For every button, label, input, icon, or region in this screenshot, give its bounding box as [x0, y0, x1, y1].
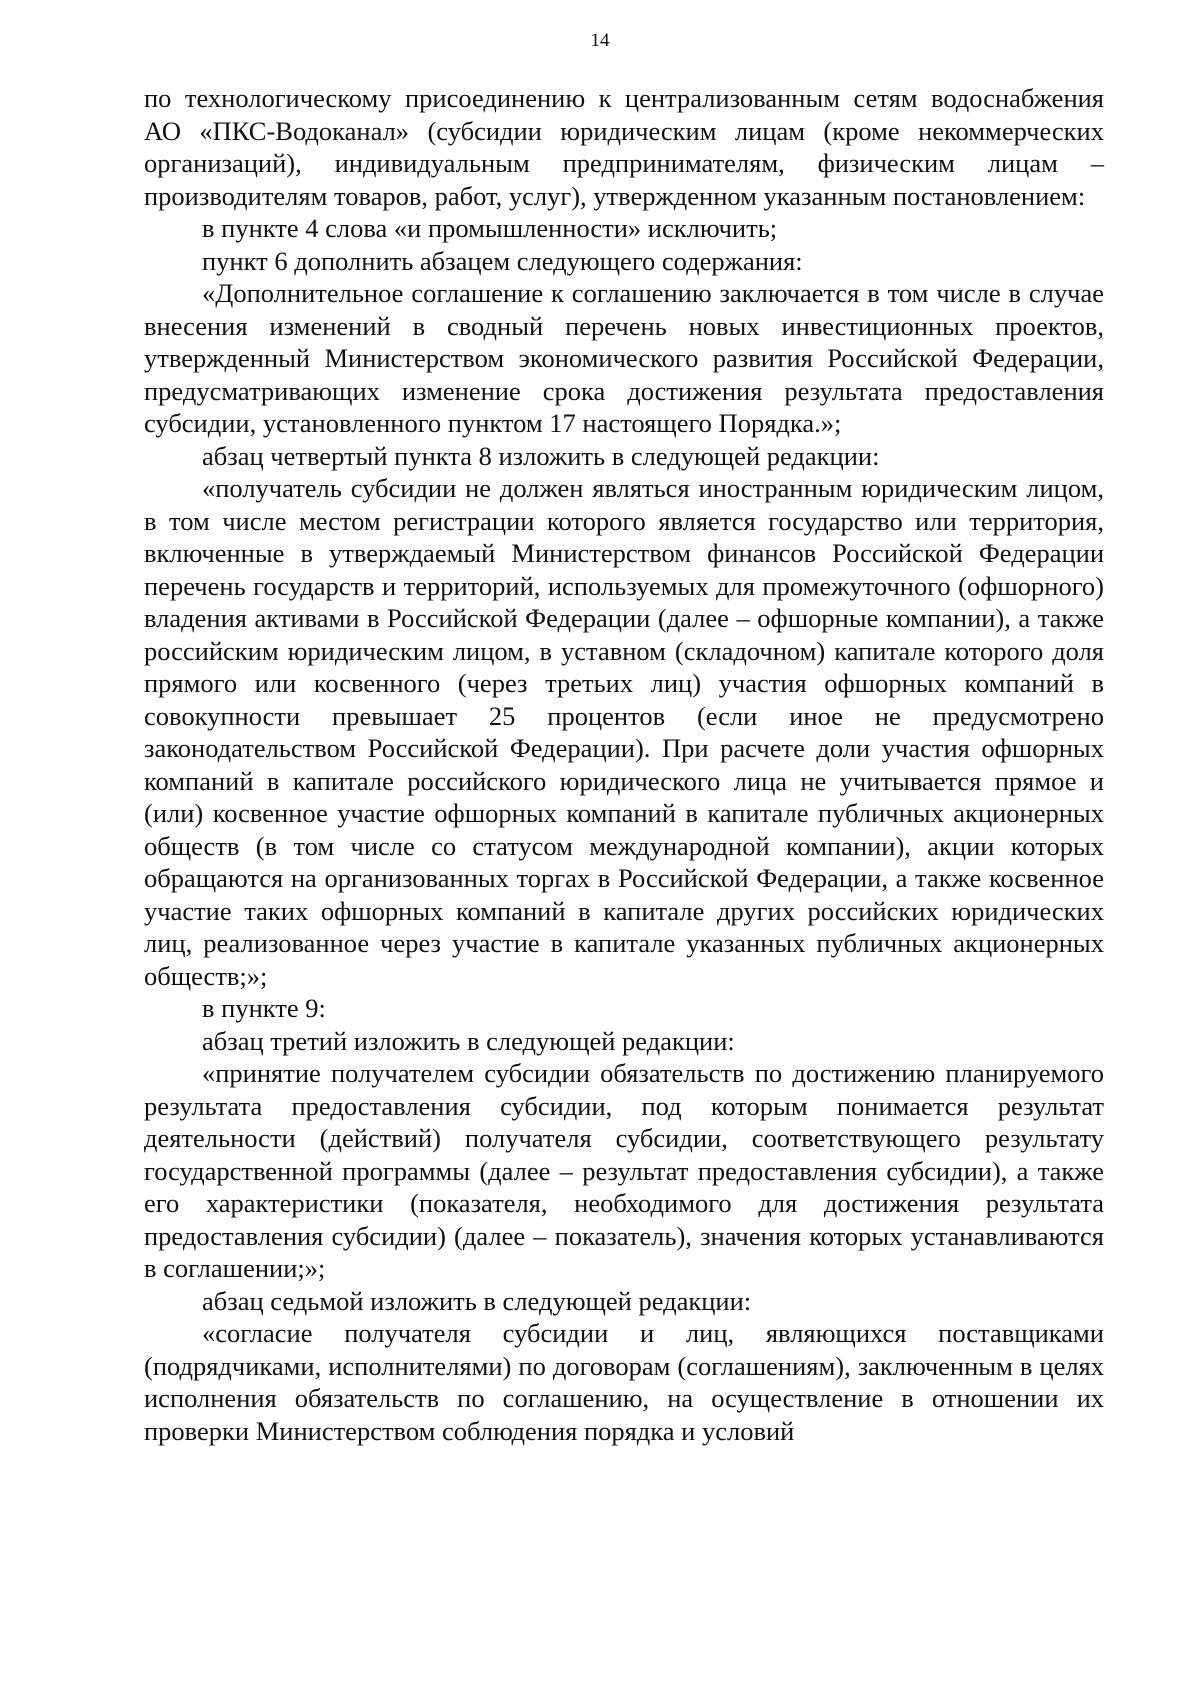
- page-number: 14: [590, 30, 610, 51]
- paragraph-quoted-inspection-consent: «согласие получателя субсидии и лиц, являющихся поставщиками (подрядчиками, исполнителями) по договорам (соглашениям), заключенным в целях исполнения обязательств по соглашению, на осуществление в отношении их проверки Министерством соблюдения порядка и условий: [144, 1318, 1104, 1446]
- paragraph-quoted-offshore-requirement: «получатель субсидии не должен являться иностранным юридическим лицом, в том числе местом регистрации которого является государство или территория, включенные в утверждаемый Министерством финансов Российской Федерации перечень государств и территорий, используемых для промежуточного (офшорного) владения активами в Российской Федерации (далее – офшорные компании), а также российским юридическим лицом, в уставном (складочном) капитале которого доля прямого или косвенного (через третьих лиц) участия офшорных компаний в совокупности превышает 25 процентов (если иное не предусмотрено законодательством Российской Федерации). При расчете доли участия офшорных компаний в капитале российского юридического лица не учитывается прямое и (или) косвенное участие офшорных компаний в капитале публичных акционерных обществ (в том числе со статусом международной компании), акции которых обращаются на организованных торгах в Российской Федерации, а также косвенное участие таких офшорных компаний в капитале других российских юридических лиц, реализованное через участие в капитале указанных публичных акционерных обществ;»;: [144, 473, 1104, 991]
- paragraph-item-6-amendment: пункт 6 дополнить абзацем следующего содержания:: [202, 245, 803, 276]
- paragraph-item-9-seventh-amendment: абзац седьмой изложить в следующей редакции:: [202, 1285, 752, 1316]
- paragraph-quoted-result-obligations: «принятие получателем субсидии обязательств по достижению планируемого результата предоставления субсидии, под которым понимается результат деятельности (действий) получателя субсидии, соответствующего результату государственной программы (далее – результат предоставления субсидии), а также его характеристики (показателя, необходимого для достижения результата предоставления субсидии) (далее – показатель), значения которых устанавливаются в соглашении;»;: [144, 1058, 1104, 1283]
- paragraph-continuation: по технологическому присоединению к централизованным сетям водоснабжения АО «ПКС-Водоканал» (субсидии юридическим лицам (кроме некоммерческих организаций), индивидуальным предпринимателям, физическим лицам – производителям товаров, работ, услуг), утвержденном указанным постановлением:: [144, 83, 1104, 211]
- paragraph-quoted-supplementary-agreement: «Дополнительное соглашение к соглашению заключается в том числе в случае внесения изменений в сводный перечень новых инвестиционных проектов, утвержденный Министерством экономического развития Российской Федерации, предусматривающих изменение срока достижения результата предоставления субсидии, установленного пунктом 17 настоящего Порядка.»;: [144, 278, 1104, 438]
- paragraph-item-9-heading: в пункте 9:: [202, 993, 326, 1023]
- paragraph-item-4-amendment: в пункте 4 слова «и промышленности» исключить;: [202, 213, 778, 243]
- document-body: [144, 82, 1104, 1447]
- paragraph-item-8-amendment: абзац четвертый пункта 8 изложить в следующей редакции:: [202, 440, 880, 471]
- paragraph-item-9-third-amendment: абзац третий изложить в следующей редакции:: [202, 1025, 735, 1056]
